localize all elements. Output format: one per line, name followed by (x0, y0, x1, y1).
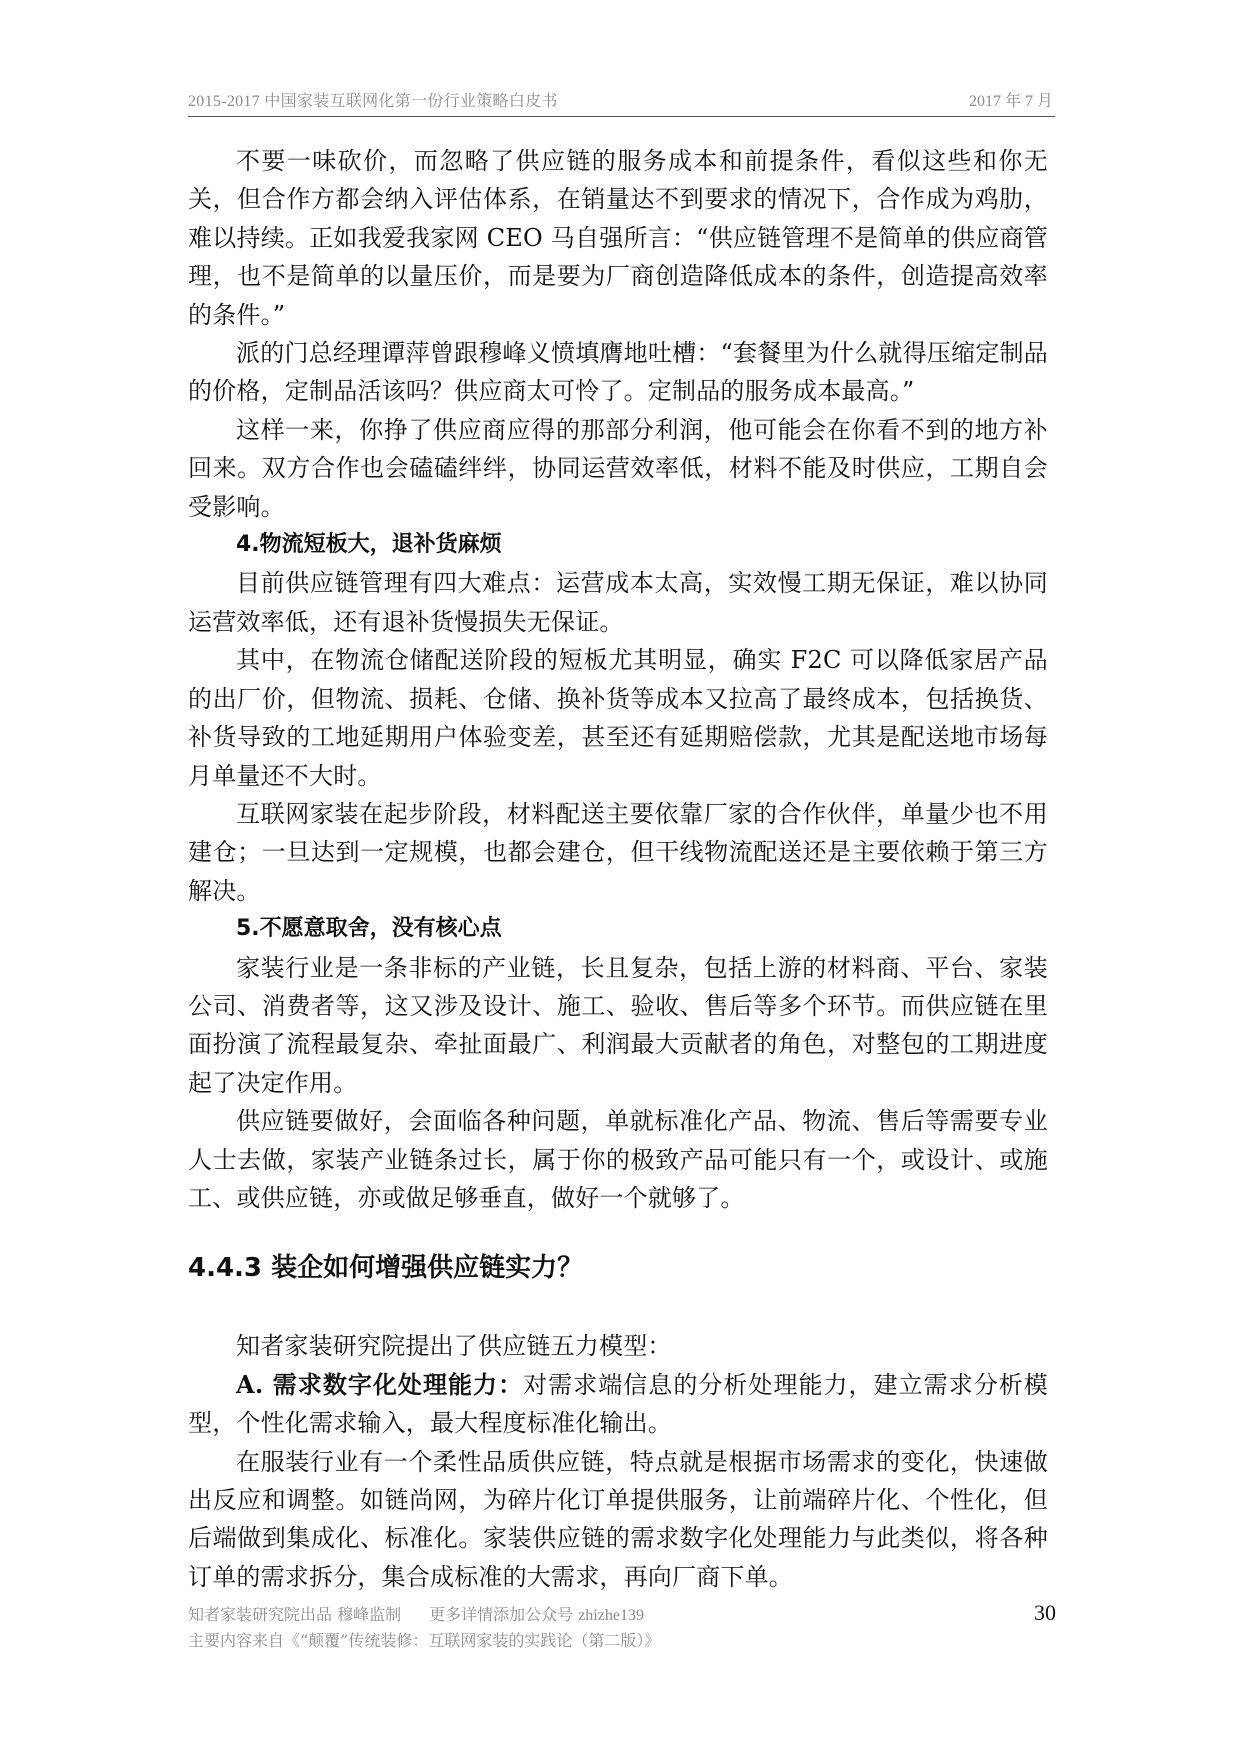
paragraph: 其中，在物流仓储配送阶段的短板尤其明显，确实 F2C 可以降低家居产品的出厂价，但物流、损耗、仓储、换补货等成本又拉高了最终成本，包括换货、补货导致的工地延期用户体验变差，甚至还有延期赔偿款，尤其是配送地市场每月单量还不大时。 (188, 646, 1048, 790)
header-date: 2017 年 7 月 (968, 93, 1053, 110)
page-header (188, 86, 1055, 117)
subsection-heading: 4.物流短板大，退补货麻烦 (236, 532, 502, 558)
paragraph: 目前供应链管理有四大难点：运营成本太高，实效慢工期无保证，难以协同运营效率低，还有退补货慢损失无保证。 (188, 569, 1048, 636)
page-number: 30 (1034, 1600, 1056, 1625)
section-heading: 4.4.3 装企如何增强供应链实力？ (188, 1253, 584, 1284)
paragraph: 知者家装研究院提出了供应链五力模型： (236, 1332, 672, 1361)
paragraph-lead: A. 需求数字化处理能力： (236, 1369, 524, 1399)
paragraph: 这样一来，你挣了供应商应得的那部分利润，他可能会在你看不到的地方补回来。双方合作也会磕磕绊绊，协同运营效率低，材料不能及时供应，工期自会受影响。 (188, 415, 1048, 521)
paragraph: 互联网家装在起步阶段，材料配送主要依靠厂家的合作伙伴，单量少也不用建仓；一旦达到一定规模，也都会建仓，但干线物流配送还是主要依赖于第三方解决。 (188, 799, 1048, 905)
page-body (188, 142, 1048, 1596)
subsection-heading: 5.不愿意取舍，没有核心点 (236, 916, 502, 942)
footer-handle: zhizhe139 (578, 1607, 644, 1624)
paragraph (188, 1366, 1048, 1443)
header-title: 2015-2017 中国家装互联网化第一份行业策略白皮书 (188, 93, 558, 110)
page-footer (188, 1602, 1055, 1653)
paragraph: 不要一味砍价，而忽略了供应链的服务成本和前提条件，看似这些和你无关，但合作方都会纳入评估体系，在销量达不到要求的情况下，合作成为鸡肋，难以持续。正如我爱我家网 CEO 马自强所言：“供应链管理不是简单的供应商管理，也不是简单的以量压价，而是要为厂商创造降低成本的条件，创造提高效率的条件。” (188, 147, 1048, 329)
paragraph: 派的门总经理谭萍曾跟穆峰义愤填膺地吐槽：“套餐里为什么就得压缩定制品的价格，定制品活该吗？供应商太可怜了。定制品的服务成本最高。” (188, 339, 1048, 406)
footer-line-1 (188, 1602, 1055, 1628)
footer-source: 主要内容来自《“颠覆”传统装修：互联网家装的实践论（第二版）》 (188, 1631, 661, 1650)
paragraph: 在服装行业有一个柔性品质供应链，特点就是根据市场需求的变化，快速做出反应和调整。如链尚网，为碎片化订单提供服务，让前端碎片化、个性化，但后端做到集成化、标准化。家装供应链的需求数字化处理能力与此类似，将各种订单的需求拆分，集合成标准的大需求，再向厂商下单。 (188, 1447, 1048, 1591)
paragraph: 家装行业是一条非标的产业链，长且复杂，包括上游的材料商、平台、家装公司、消费者等，这又涉及设计、施工、验收、售后等多个环节。而供应链在里面扮演了流程最复杂、牵扯面最广、利润最大贡献者的角色，对整包的工期进度起了决定作用。 (188, 953, 1048, 1097)
paragraph-text: 对需求端信息的分析处理能力，建立需求分析模型，个性化需求输入，最大程度标准化输出。 (188, 1370, 1048, 1438)
paragraph: 供应链要做好，会面临各种问题，单就标准化产品、物流、售后等需要专业人士去做，家装产业链条过长，属于你的极致产品可能只有一个，或设计、或施工、或供应链，亦或做足够垂直，做好一个就够了。 (188, 1107, 1048, 1212)
footer-credit: 知者家装研究院出品 穆峰监制 (188, 1605, 402, 1624)
footer-follow: 更多详情添加公众号 (429, 1605, 574, 1624)
